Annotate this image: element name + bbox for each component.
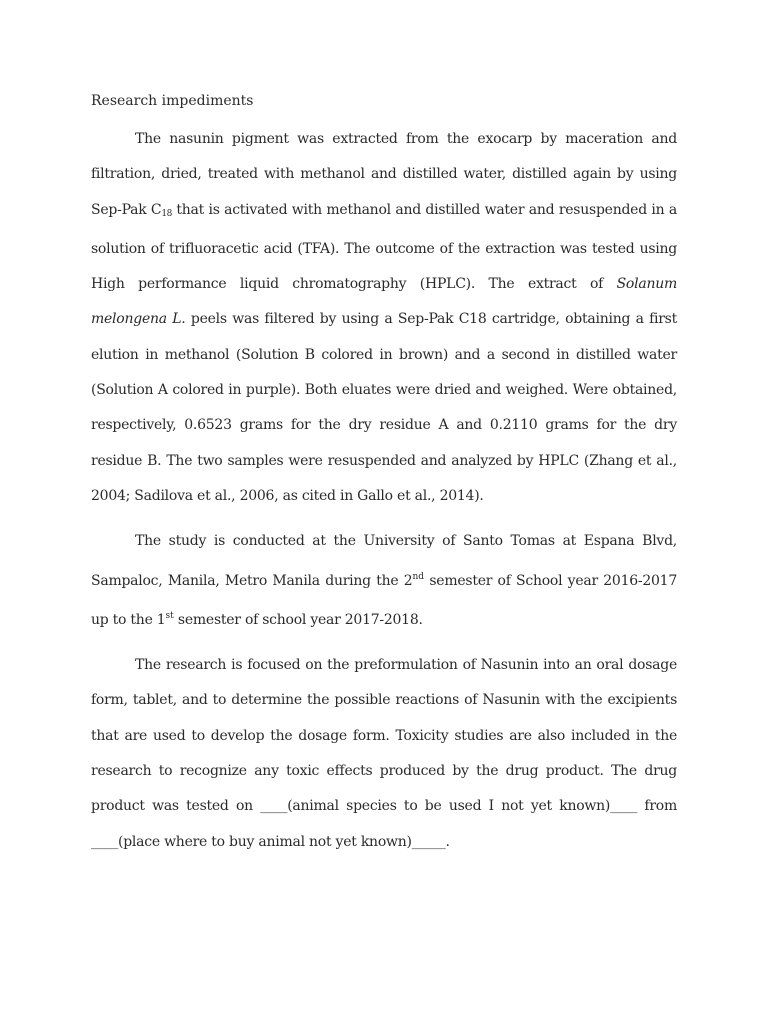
subscript-text: 18 (161, 208, 172, 219)
paragraph-extraction (91, 122, 677, 514)
paragraph-research-focus (91, 648, 677, 860)
paragraph-text: semester of school year 2017-2018. (173, 611, 423, 628)
paragraph-text: peels was filtered by using a Sep-Pak C18 cartridge, obtaining a first elution in methanol (Solution B colored in brown) and a second in distilled water (Solution A colored in purple). Both eluates were dried and weighed. Were obtained, respectively, 0.6523 grams for the dry residue A and 0.2110 grams for the dry residue B. The two samples were resuspended and analyzed by HPLC (Zhang et al., 2004; Sadilova et al., 2006, as cited in Gallo et al., 2014). (91, 311, 677, 504)
species-name: Solanum melongena L. (91, 276, 677, 328)
document-page (91, 86, 677, 870)
superscript-text: st (165, 610, 174, 621)
paragraph-text: semester of School year 2016-2017 up to the 1 (91, 572, 678, 628)
superscript-text: nd (412, 571, 424, 582)
paragraph-text: The research is focused on the preformulation of Nasunin into an oral dosage form, tablet, and to determine the possible reactions of Nasunin with the excipients that are used to develop the dosage form. Toxicity studies are also included in the research to recognize any toxic effects produced by the drug product. The drug product was tested on ____(animal species to be used I not yet known)____ from ____(place where to buy animal not yet known)_____. (91, 657, 677, 850)
paragraph-text: that is activated with methanol and distilled water and resuspended in a solution of trifluoracetic acid (TFA). The outcome of the extraction was tested using High performance liquid chromatography (HPLC). The extract of (91, 201, 677, 293)
paragraph-text: The study is conducted at the University of Santo Tomas at Espana Blvd, Sampaloc, Manila, Metro Manila during the 2 (91, 533, 677, 589)
section-heading: Research impediments (91, 93, 254, 109)
paragraph-text: The nasunin pigment was extracted from the exocarp by maceration and filtration, dried, treated with methanol and distilled water, distilled again by using Sep-Pak C (91, 131, 677, 218)
paragraph-study-location (91, 524, 677, 638)
